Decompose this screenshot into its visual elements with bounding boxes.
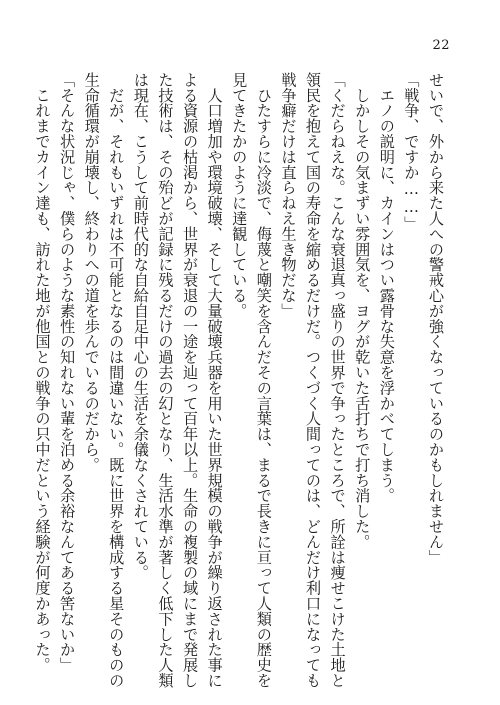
- text-line: 「戦争、ですか……」: [402, 72, 421, 232]
- text-line: しかしその気まずい雰囲気を、ヨグが乾いた舌打ちで打ち消した。: [353, 72, 372, 550]
- text-line: だが、それもいずれは不可能となるのは間違いない。既に世界を構成する星そのものの: [107, 72, 126, 688]
- text-line: これまでカイン達も、訪れた地が他国との戦争の只中だという経験が何度かあった。: [33, 72, 52, 673]
- text-line: 戦争癖だけは直らねえ生き物だな」: [279, 72, 298, 319]
- text-line: よる資源の枯渇から、世界が衰退の一途を辿って百年以上。生命の複製の域にまで発展し: [181, 72, 200, 688]
- text-line: エノの説明に、カインはつい露骨な失意を浮かべてしまう。: [377, 72, 396, 504]
- text-line: 生命循環が崩壊し、終わりへの道を歩んでいるのだから。: [82, 72, 101, 473]
- text-line: は現在、こうして前時代的な自給自足中心の生活を余儀なくされている。: [131, 72, 150, 581]
- page-number: 22: [432, 38, 450, 53]
- text-line: 「そんな状況じゃ、僕らのような素性の知れない輩を泊める余裕なんてある筈ないか」: [58, 72, 77, 673]
- text-line: 「くだらねえな。こんな衰退真っ盛りの世界で争ったところで、所詮は痩せこけた土地と: [328, 72, 347, 688]
- text-line: 領民を抱えて国の寿命を縮めるだけだ。つくづく人間ってのは、どんだけ利口になっても: [304, 72, 323, 688]
- text-line: ひたすらに冷淡で、侮蔑と嘲笑を含んだその言葉は、まるで長きに亘って人類の歴史を: [254, 72, 273, 688]
- text-line: た技術は、その殆どが記録に残るだけの過去の幻となり、生活水準が著しく低下した人類: [156, 72, 175, 688]
- vertical-text-body: [33, 72, 448, 688]
- text-line: 見てきたかのように達観している。: [230, 72, 249, 319]
- text-line: 人口増加や環境破壊、そして大量破壊兵器を用いた世界規模の戦争が繰り返された事に: [205, 72, 224, 688]
- text-line: せいで、外から来た人への警戒心が強くなっているのかもしれません」: [427, 72, 445, 565]
